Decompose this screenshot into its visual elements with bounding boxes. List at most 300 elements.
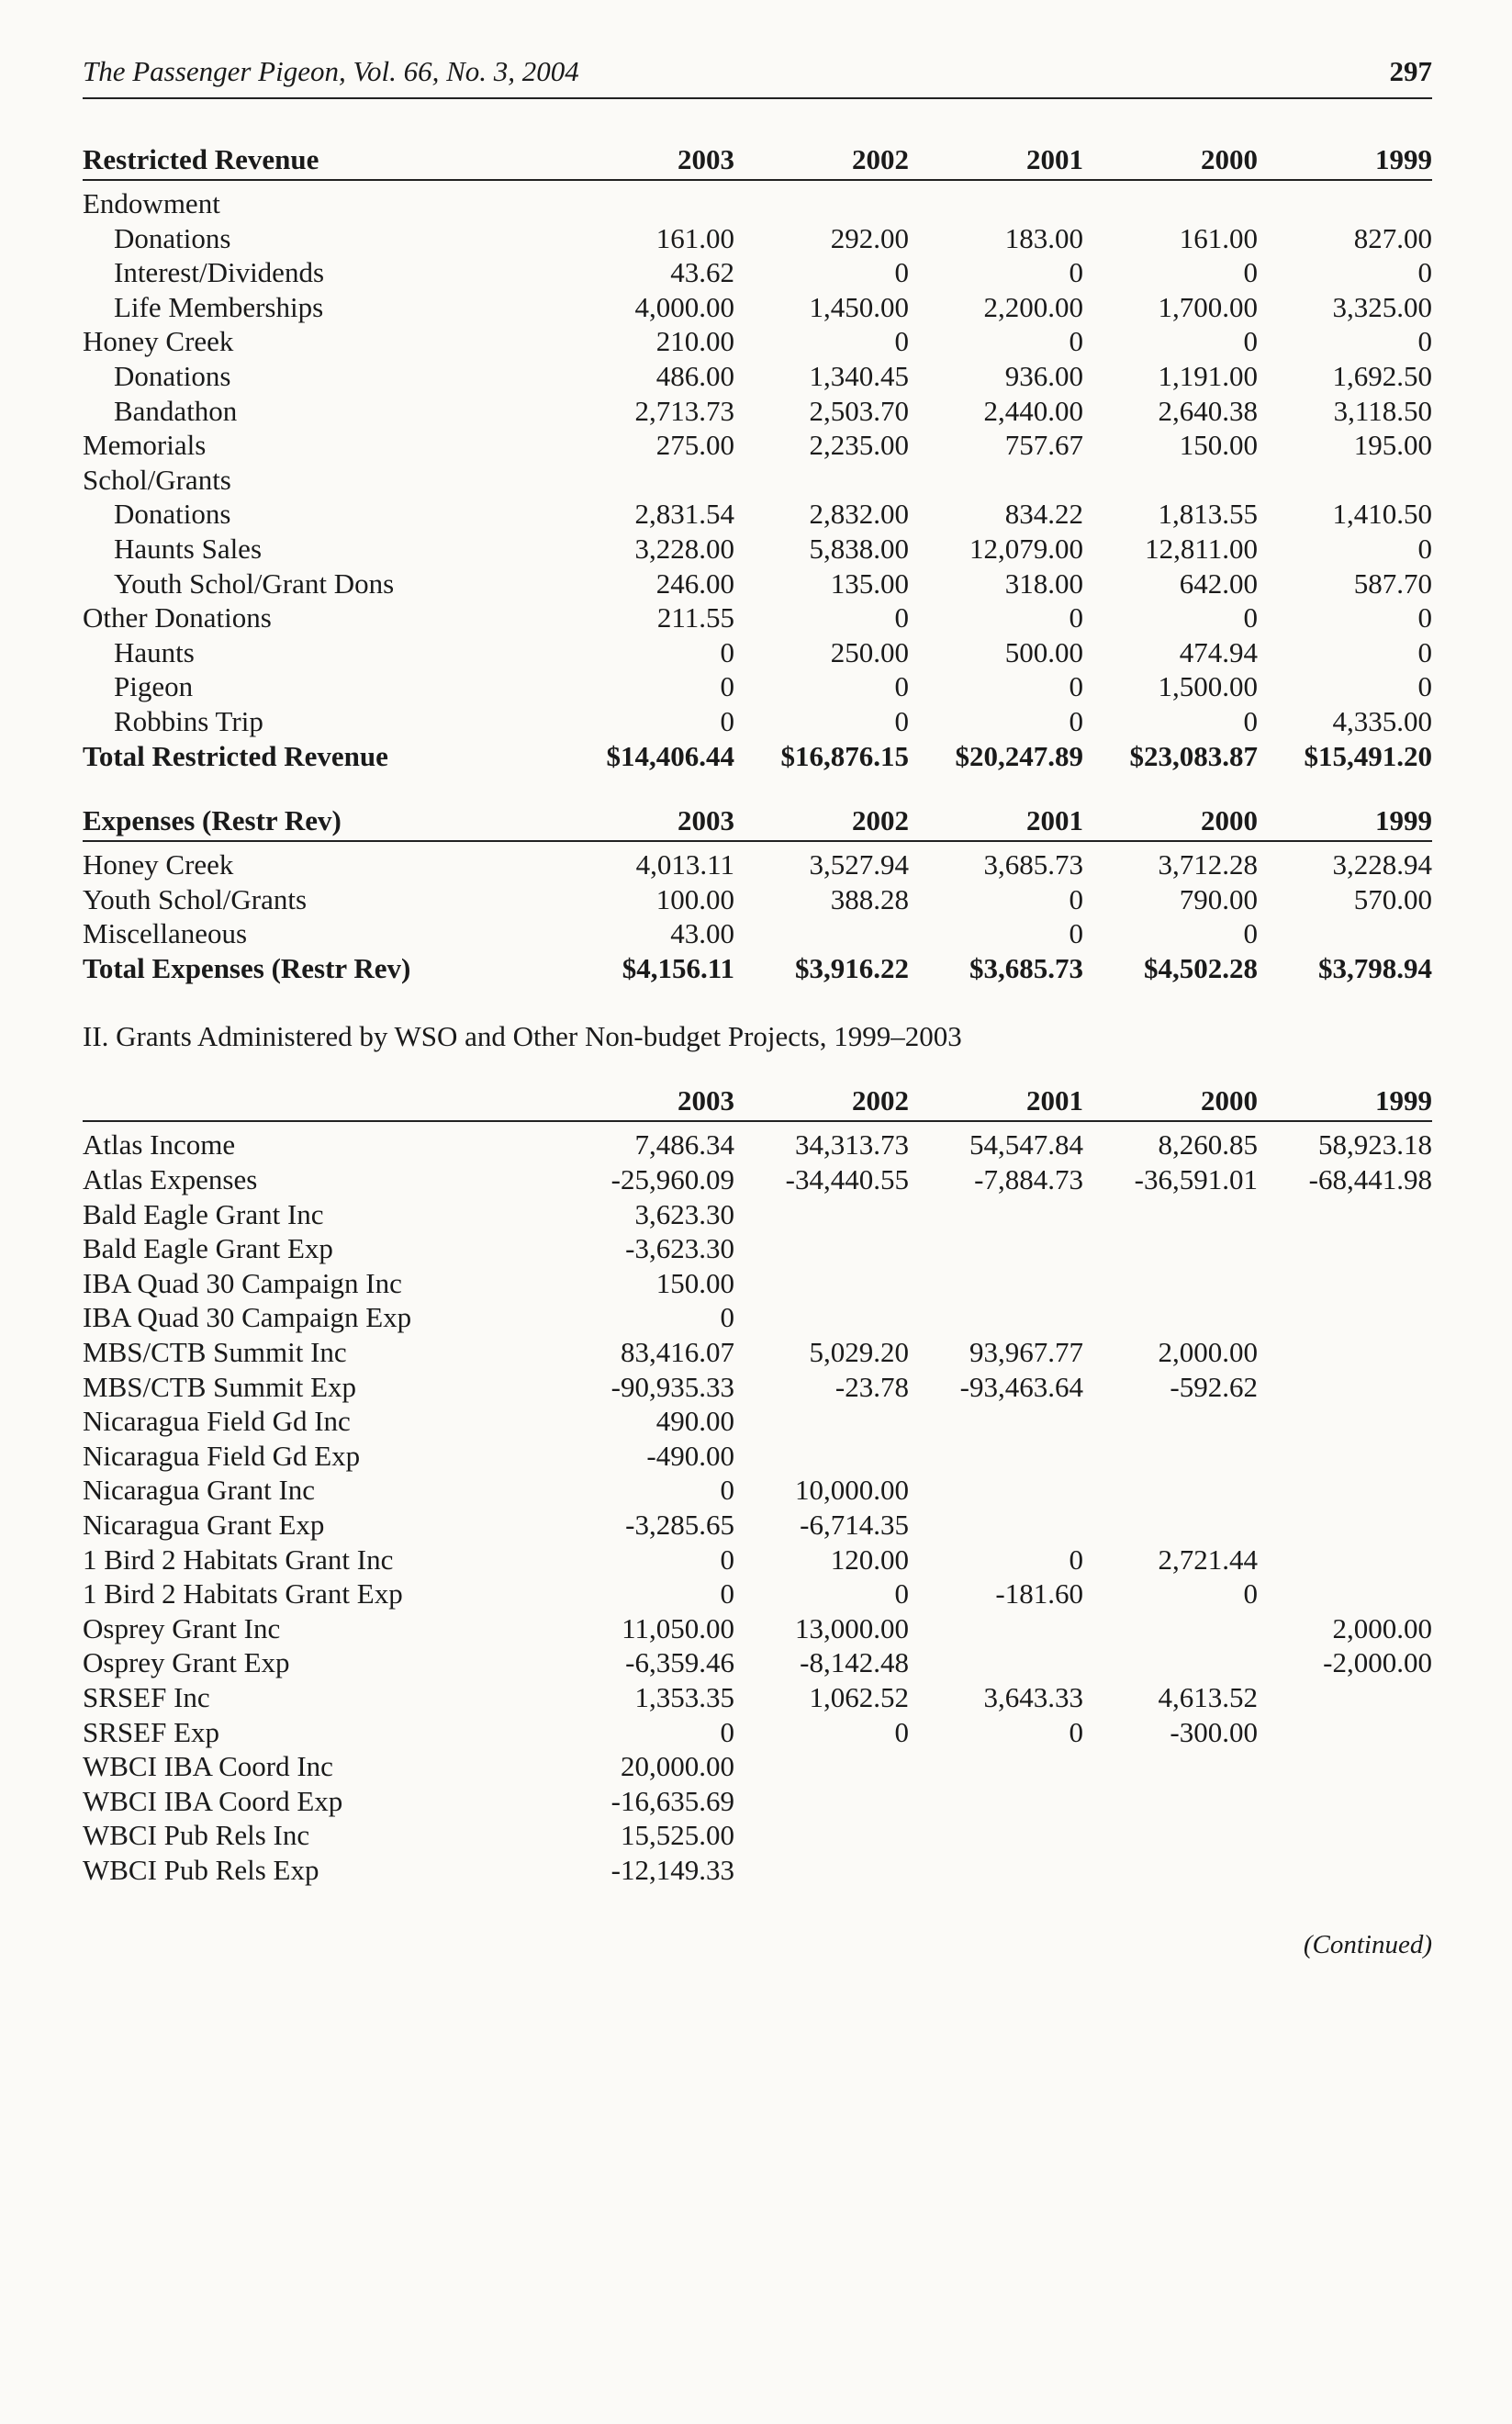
cell-value: 20,000.00 — [621, 1750, 734, 1783]
cell-value — [1258, 1543, 1432, 1577]
table-header-row — [83, 1084, 1432, 1121]
cell-value — [1258, 1784, 1432, 1819]
cell-value: 5,029.20 — [809, 1336, 909, 1369]
cell-value: 3,228.00 — [634, 532, 734, 565]
cell-value — [909, 1473, 1083, 1508]
total-value: $20,247.89 — [955, 739, 1083, 772]
cell-value — [1083, 1645, 1258, 1680]
table-title: Restricted Revenue — [83, 143, 560, 180]
cell-value — [1258, 1404, 1432, 1439]
total-value: $3,916.22 — [795, 951, 909, 984]
cell-value: 0 — [1417, 256, 1432, 289]
cell-value — [1258, 1818, 1432, 1853]
row-label: Nicaragua Grant Exp — [83, 1509, 325, 1541]
total-row — [83, 951, 1432, 986]
cell-value: 83,416.07 — [621, 1336, 734, 1369]
cell-value — [909, 1508, 1083, 1543]
cell-value: 570.00 — [1353, 882, 1432, 915]
year-header: 2002 — [734, 1084, 909, 1121]
cell-value: 93,967.77 — [969, 1336, 1083, 1369]
total-label: Total Restricted Revenue — [83, 739, 388, 772]
cell-value: -490.00 — [646, 1439, 734, 1472]
row-label: Osprey Grant Inc — [83, 1611, 281, 1644]
year-header: 2000 — [1083, 804, 1258, 841]
cell-value: 0 — [1069, 325, 1083, 358]
cell-value: 0 — [894, 670, 909, 703]
table-row — [83, 1645, 1432, 1680]
cell-value: 0 — [894, 601, 909, 634]
cell-value: 100.00 — [655, 882, 734, 915]
table-row — [83, 1508, 1432, 1543]
cell-value: 827.00 — [1353, 221, 1432, 254]
cell-value: 7,486.34 — [634, 1128, 734, 1162]
table-title: Expenses (Restr Rev) — [83, 804, 560, 841]
cell-value — [1258, 180, 1432, 221]
cell-value — [1083, 1197, 1258, 1232]
cell-value — [734, 916, 909, 951]
row-label: Bandathon — [114, 394, 238, 427]
table-row — [83, 221, 1432, 256]
year-header: 2003 — [560, 143, 734, 180]
cell-value: 2,832.00 — [809, 498, 909, 531]
table-row — [83, 1370, 1432, 1405]
cell-value: 1,353.35 — [634, 1680, 734, 1713]
cell-value: 1,813.55 — [1158, 498, 1258, 531]
cell-value: 2,200.00 — [983, 290, 1083, 323]
row-label: Miscellaneous — [83, 917, 248, 950]
table-row — [83, 180, 1432, 221]
cell-value: 150.00 — [655, 1266, 734, 1299]
cell-value — [909, 463, 1083, 498]
cell-value: 195.00 — [1353, 429, 1432, 462]
cell-value: 0 — [720, 635, 734, 668]
cell-value — [1258, 1231, 1432, 1266]
row-label: Donations — [114, 221, 231, 254]
cell-value: -25,960.09 — [610, 1163, 734, 1196]
cell-value — [1258, 1508, 1432, 1543]
cell-value: 4,013.11 — [635, 848, 734, 881]
cell-value — [1083, 463, 1258, 498]
cell-value: 0 — [1069, 917, 1083, 950]
cell-value: 3,325.00 — [1332, 290, 1432, 323]
cell-value — [909, 1439, 1083, 1474]
cell-value: 0 — [1417, 532, 1432, 565]
cell-value: 135.00 — [830, 567, 909, 600]
journal-title: The Passenger Pigeon, Vol. 66, No. 3, 2004 — [83, 55, 579, 87]
cell-value: 318.00 — [1004, 567, 1083, 600]
table-header-row — [83, 804, 1432, 841]
cell-value — [909, 1818, 1083, 1853]
cell-value: 3,623.30 — [634, 1197, 734, 1230]
cell-value: 790.00 — [1179, 882, 1258, 915]
table-row — [83, 428, 1432, 463]
cell-value — [1083, 1439, 1258, 1474]
cell-value: 0 — [1417, 325, 1432, 358]
table-row — [83, 1853, 1432, 1888]
cell-value: 2,000.00 — [1332, 1611, 1432, 1644]
cell-value: -12,149.33 — [610, 1853, 734, 1886]
year-header: 2003 — [560, 804, 734, 841]
cell-value: 210.00 — [655, 325, 734, 358]
cell-value: 3,712.28 — [1158, 848, 1258, 881]
cell-value: 0 — [720, 1715, 734, 1748]
cell-value: 0 — [720, 704, 734, 737]
cell-value: -592.62 — [1170, 1370, 1258, 1403]
total-value: $23,083.87 — [1129, 739, 1258, 772]
cell-value: 0 — [1243, 601, 1258, 634]
cell-value: 0 — [894, 704, 909, 737]
cell-value: 2,235.00 — [809, 429, 909, 462]
cell-value: 5,838.00 — [809, 532, 909, 565]
cell-value — [734, 1853, 909, 1888]
cell-value: 8,260.85 — [1158, 1128, 1258, 1162]
table-row — [83, 324, 1432, 359]
cell-value — [734, 1818, 909, 1853]
table-row — [83, 1749, 1432, 1784]
cell-value: -34,440.55 — [785, 1163, 909, 1196]
cell-value: 2,713.73 — [634, 394, 734, 427]
total-value: $15,491.20 — [1304, 739, 1432, 772]
cell-value: 3,527.94 — [809, 848, 909, 881]
table-row — [83, 1680, 1432, 1715]
cell-value: -68,441.98 — [1308, 1163, 1432, 1196]
section-title: II. Grants Administered by WSO and Other Non-budget Projects, 1999–2003 — [83, 1020, 962, 1053]
year-header: 1999 — [1258, 143, 1432, 180]
year-header: 2002 — [734, 143, 909, 180]
cell-value: 2,503.70 — [809, 394, 909, 427]
row-label: Youth Schol/Grant Dons — [114, 567, 395, 600]
cell-value — [909, 1300, 1083, 1335]
row-label: Atlas Income — [83, 1128, 236, 1162]
cell-value: 834.22 — [1004, 498, 1083, 531]
row-label: Bald Eagle Grant Exp — [83, 1232, 333, 1265]
running-head — [83, 55, 1432, 99]
row-label: WBCI Pub Rels Inc — [83, 1819, 310, 1852]
cell-value: 0 — [894, 1715, 909, 1748]
cell-value: 2,000.00 — [1158, 1336, 1258, 1369]
year-header: 2003 — [560, 1084, 734, 1121]
row-label: Schol/Grants — [83, 463, 231, 496]
cell-value — [1258, 463, 1432, 498]
grants-table — [83, 1084, 1432, 1887]
row-label: Haunts — [114, 635, 195, 668]
page-number: 297 — [1389, 55, 1432, 87]
row-label: SRSEF Exp — [83, 1715, 220, 1748]
cell-value: 0 — [1069, 704, 1083, 737]
cell-value — [734, 1231, 909, 1266]
table-row — [83, 916, 1432, 951]
cell-value: 0 — [894, 256, 909, 289]
row-label: 1 Bird 2 Habitats Grant Inc — [83, 1543, 394, 1576]
row-label: Atlas Expenses — [83, 1163, 258, 1196]
cell-value: 43.62 — [670, 256, 734, 289]
cell-value: 474.94 — [1179, 635, 1258, 668]
table-row — [83, 1439, 1432, 1474]
cell-value — [1258, 1577, 1432, 1611]
cell-value — [909, 1197, 1083, 1232]
row-label: WBCI IBA Coord Inc — [83, 1750, 333, 1783]
cell-value: 587.70 — [1353, 567, 1432, 600]
cell-value: 120.00 — [830, 1543, 909, 1576]
cell-value: 1,700.00 — [1158, 290, 1258, 323]
cell-value: 0 — [720, 1301, 734, 1334]
cell-value: 15,525.00 — [621, 1819, 734, 1852]
cell-value: 250.00 — [830, 635, 909, 668]
cell-value: 0 — [1069, 1715, 1083, 1748]
cell-value: 0 — [1069, 882, 1083, 915]
table-header-row — [83, 143, 1432, 180]
cell-value — [560, 463, 734, 498]
cell-value: -300.00 — [1170, 1715, 1258, 1748]
table-row — [83, 463, 1432, 498]
cell-value — [909, 1784, 1083, 1819]
cell-value — [1258, 1370, 1432, 1405]
cell-value: 0 — [1417, 601, 1432, 634]
table-row — [83, 1162, 1432, 1197]
cell-value — [1258, 1473, 1432, 1508]
cell-value: 0 — [720, 1577, 734, 1610]
cell-value: 0 — [720, 1543, 734, 1576]
cell-value: -3,623.30 — [625, 1232, 734, 1265]
year-header: 2002 — [734, 804, 909, 841]
cell-value: 2,721.44 — [1158, 1543, 1258, 1576]
table-row — [83, 600, 1432, 635]
row-label: Memorials — [83, 429, 207, 462]
cell-value: 757.67 — [1004, 429, 1083, 462]
cell-value: 0 — [1069, 256, 1083, 289]
cell-value — [1083, 1300, 1258, 1335]
table-row — [83, 1266, 1432, 1301]
cell-value — [734, 463, 909, 498]
cell-value — [909, 1266, 1083, 1301]
table-row — [83, 1715, 1432, 1750]
cell-value: 0 — [720, 670, 734, 703]
expenses-table — [83, 804, 1432, 985]
cell-value: 11,050.00 — [622, 1611, 734, 1644]
cell-value: 183.00 — [1004, 221, 1083, 254]
cell-value: 13,000.00 — [795, 1611, 909, 1644]
cell-value: 12,079.00 — [969, 532, 1083, 565]
cell-value — [734, 1439, 909, 1474]
row-label: MBS/CTB Summit Exp — [83, 1370, 357, 1403]
cell-value: -8,142.48 — [800, 1646, 909, 1679]
cell-value — [1258, 916, 1432, 951]
cell-value — [1083, 1818, 1258, 1853]
cell-value: 43.00 — [670, 917, 734, 950]
table-row — [83, 635, 1432, 670]
table-row — [83, 882, 1432, 917]
cell-value — [734, 1266, 909, 1301]
cell-value — [909, 1231, 1083, 1266]
cell-value: 500.00 — [1004, 635, 1083, 668]
cell-value — [734, 1197, 909, 1232]
total-value: $4,502.28 — [1144, 951, 1258, 984]
cell-value: -6,714.35 — [800, 1509, 909, 1541]
cell-value — [1083, 1611, 1258, 1646]
cell-value — [1258, 1335, 1432, 1370]
cell-value — [1083, 180, 1258, 221]
cell-value: 1,340.45 — [809, 359, 909, 392]
table-row — [83, 532, 1432, 567]
cell-value: 150.00 — [1179, 429, 1258, 462]
year-header: 2001 — [909, 1084, 1083, 1121]
cell-value — [1258, 1300, 1432, 1335]
cell-value — [909, 1404, 1083, 1439]
table-row — [83, 704, 1432, 739]
cell-value: 0 — [1069, 670, 1083, 703]
cell-value: -181.60 — [995, 1577, 1083, 1610]
cell-value: 0 — [894, 325, 909, 358]
cell-value — [1258, 1749, 1432, 1784]
cell-value — [560, 180, 734, 221]
restricted-revenue-table — [83, 143, 1432, 773]
cell-value: 0 — [1069, 1543, 1083, 1576]
cell-value — [1258, 1439, 1432, 1474]
cell-value: 0 — [720, 1474, 734, 1507]
table-row — [83, 255, 1432, 290]
cell-value: 275.00 — [655, 429, 734, 462]
row-label: IBA Quad 30 Campaign Exp — [83, 1301, 412, 1334]
cell-value: 2,640.38 — [1158, 394, 1258, 427]
cell-value — [734, 1784, 909, 1819]
table-row — [83, 1300, 1432, 1335]
cell-value: 3,228.94 — [1332, 848, 1432, 881]
cell-value — [1258, 1853, 1432, 1888]
cell-value: 34,313.73 — [795, 1128, 909, 1162]
year-header: 2000 — [1083, 143, 1258, 180]
cell-value — [1083, 1404, 1258, 1439]
table-row — [83, 669, 1432, 704]
table-row — [83, 1611, 1432, 1646]
total-value: $4,156.11 — [622, 951, 734, 984]
cell-value: 0 — [1417, 635, 1432, 668]
table-row — [83, 841, 1432, 882]
cell-value: -36,591.01 — [1134, 1163, 1258, 1196]
cell-value: 0 — [1243, 704, 1258, 737]
total-value: $16,876.15 — [780, 739, 909, 772]
cell-value: 3,118.50 — [1333, 394, 1432, 427]
cell-value — [909, 180, 1083, 221]
cell-value: 10,000.00 — [795, 1474, 909, 1507]
row-label: WBCI IBA Coord Exp — [83, 1784, 343, 1817]
total-value: $3,798.94 — [1318, 951, 1432, 984]
row-label: Bald Eagle Grant Inc — [83, 1197, 324, 1230]
year-header: 2001 — [909, 143, 1083, 180]
cell-value — [1258, 1715, 1432, 1750]
row-label: Youth Schol/Grants — [83, 882, 308, 915]
cell-value: -93,463.64 — [959, 1370, 1083, 1403]
cell-value: 0 — [1243, 1577, 1258, 1610]
cell-value: 0 — [1243, 256, 1258, 289]
continued-note: (Continued) — [1303, 1929, 1432, 1959]
cell-value: 642.00 — [1179, 567, 1258, 600]
row-label: Nicaragua Field Gd Inc — [83, 1405, 351, 1438]
table-row — [83, 394, 1432, 429]
cell-value: 2,440.00 — [983, 394, 1083, 427]
cell-value: 2,831.54 — [634, 498, 734, 531]
cell-value: 490.00 — [655, 1405, 734, 1438]
cell-value — [1083, 1231, 1258, 1266]
cell-value — [734, 1749, 909, 1784]
table-row — [83, 1231, 1432, 1266]
cell-value: 54,547.84 — [969, 1128, 1083, 1162]
cell-value — [909, 1749, 1083, 1784]
cell-value: -7,884.73 — [974, 1163, 1083, 1196]
row-label: Haunts Sales — [114, 532, 263, 565]
row-label: 1 Bird 2 Habitats Grant Exp — [83, 1577, 403, 1610]
total-label: Total Expenses (Restr Rev) — [83, 951, 411, 984]
cell-value: 3,685.73 — [983, 848, 1083, 881]
cell-value: -3,285.65 — [625, 1509, 734, 1541]
cell-value — [1258, 1680, 1432, 1715]
table-row — [83, 1121, 1432, 1162]
table-row — [83, 1335, 1432, 1370]
cell-value — [1258, 1266, 1432, 1301]
cell-value: 1,692.50 — [1332, 359, 1432, 392]
cell-value — [909, 1853, 1083, 1888]
table-row — [83, 1473, 1432, 1508]
cell-value: 4,000.00 — [634, 290, 734, 323]
table-row — [83, 1577, 1432, 1611]
cell-value: 0 — [1243, 917, 1258, 950]
cell-value — [909, 1611, 1083, 1646]
table-row — [83, 1197, 1432, 1232]
cell-value: 0 — [1069, 601, 1083, 634]
row-label: Honey Creek — [83, 848, 234, 881]
cell-value: 388.28 — [830, 882, 909, 915]
year-header: 2001 — [909, 804, 1083, 841]
row-label: Osprey Grant Exp — [83, 1646, 290, 1679]
cell-value: 0 — [894, 1577, 909, 1610]
table-row — [83, 359, 1432, 394]
cell-value: 0 — [1417, 670, 1432, 703]
row-label: Other Donations — [83, 601, 272, 634]
cell-value: 12,811.00 — [1145, 532, 1258, 565]
cell-value: -16,635.69 — [610, 1784, 734, 1817]
cell-value — [1083, 1508, 1258, 1543]
table-row — [83, 567, 1432, 601]
cell-value: 246.00 — [655, 567, 734, 600]
cell-value: 4,613.52 — [1158, 1680, 1258, 1713]
row-label: SRSEF Inc — [83, 1680, 210, 1713]
row-label: Life Memberships — [114, 290, 324, 323]
cell-value — [1258, 1197, 1432, 1232]
row-label: Donations — [114, 498, 231, 531]
cell-value: 486.00 — [655, 359, 734, 392]
cell-value: -6,359.46 — [625, 1646, 734, 1679]
cell-value: 3,643.33 — [983, 1680, 1083, 1713]
cell-value: -2,000.00 — [1323, 1646, 1432, 1679]
cell-value: 292.00 — [830, 221, 909, 254]
table-row — [83, 290, 1432, 325]
cell-value — [909, 1645, 1083, 1680]
row-label: Interest/Dividends — [114, 256, 325, 289]
cell-value — [1083, 1266, 1258, 1301]
year-header: 1999 — [1258, 804, 1432, 841]
cell-value: 1,410.50 — [1332, 498, 1432, 531]
total-value: $3,685.73 — [969, 951, 1083, 984]
cell-value: 1,062.52 — [809, 1680, 909, 1713]
cell-value: -23.78 — [834, 1370, 909, 1403]
cell-value — [734, 1404, 909, 1439]
cell-value: -90,935.33 — [610, 1370, 734, 1403]
cell-value: 0 — [1243, 325, 1258, 358]
cell-value: 58,923.18 — [1318, 1128, 1432, 1162]
cell-value: 161.00 — [1179, 221, 1258, 254]
cell-value — [734, 1300, 909, 1335]
table-title-blank — [83, 1084, 560, 1121]
cell-value: 1,191.00 — [1158, 359, 1258, 392]
